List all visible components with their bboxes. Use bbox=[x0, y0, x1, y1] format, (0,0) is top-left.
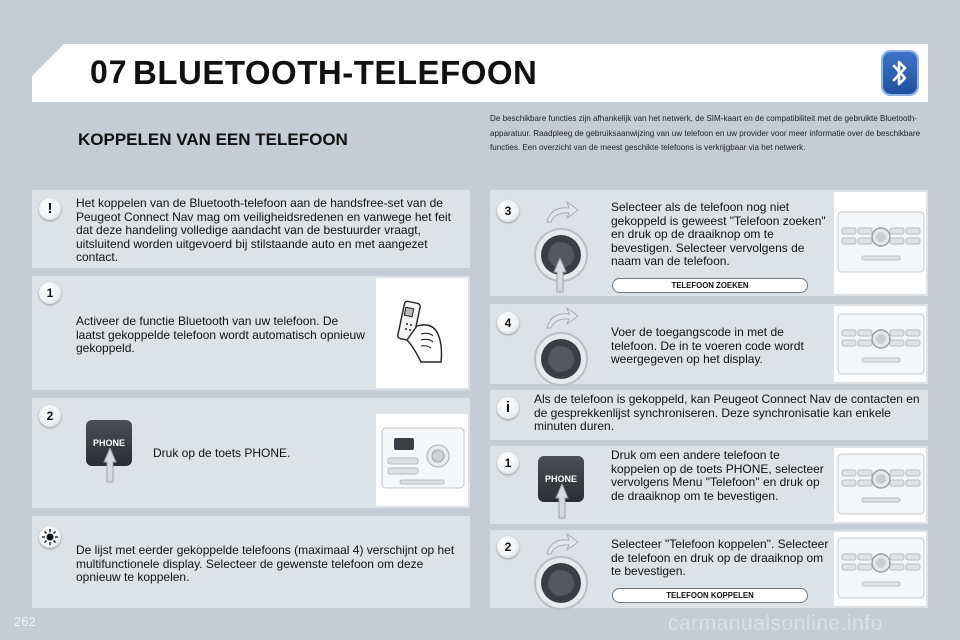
radio-panel-icon bbox=[836, 536, 926, 602]
search-phone-label: TELEFOON ZOEKEN bbox=[612, 278, 808, 293]
radio-panel-icon bbox=[836, 452, 926, 518]
finger-press-icon bbox=[96, 448, 124, 489]
warning-text: Het koppelen van de Bluetooth-telefoon aan de handsfree-set van de Peugeot Connect Nav mag om veiligheidsredenen en vanwege het feit dat deze handeling volledige aandacht van de bestuurder vraagt, uitsluitend worden uitgevoerd bij stilstaande auto en met aangezet contact. bbox=[76, 196, 451, 265]
step3-badge: 3 bbox=[497, 200, 519, 222]
step4-badge: 4 bbox=[497, 312, 519, 334]
radio-panel-icon bbox=[836, 312, 926, 378]
phone-button[interactable]: PHONE bbox=[86, 420, 132, 466]
info-text: Als de telefoon is gekoppeld, kan Peugeot Connect Nav de contacten en de gesprekkenlijst synchroniseren. Deze synchronisatie kan enkele minuten duren. bbox=[534, 392, 920, 434]
rotate-arrow-icon bbox=[545, 306, 579, 335]
step1-badge: 1 bbox=[39, 282, 61, 304]
alt1-badge: 1 bbox=[497, 452, 519, 474]
chapter-number: 07 bbox=[90, 54, 128, 90]
phone-button[interactable]: PHONE bbox=[538, 456, 584, 502]
page-title: BLUETOOTH-TELEFOON bbox=[133, 54, 538, 91]
tip-text: De lijst met eerder gekoppelde telefoons (maximaal 4) verschijnt op het multifunctionele display. Selecteer de gewenste telefoon om deze opnieuw te koppelen. bbox=[76, 543, 455, 585]
finger-press-icon bbox=[546, 258, 574, 299]
watermark: carmanualsonline.info bbox=[668, 612, 883, 635]
rotary-knob-icon[interactable] bbox=[532, 554, 590, 612]
intro-text: De beschikbare functies zijn afhankelijk van het netwerk, de SIM-kaart en de compatibiliteit met de gebruikte Bluetooth-apparatuur. Raadpleeg de gebruiksaanwijzing van uw telefoon en uw provider voor meer informatie over de beschikbare functies. Een overzicht van de meest geschikte telefoons is verkrijgbaar via het netwerk. bbox=[490, 114, 921, 152]
alt2-badge: 2 bbox=[497, 536, 519, 558]
info-badge: i bbox=[497, 397, 519, 419]
section-title: KOPPELEN VAN EEN TELEFOON bbox=[78, 130, 348, 149]
rotate-arrow-icon bbox=[545, 200, 579, 229]
bluetooth-icon bbox=[881, 50, 919, 96]
alt1-text: Druk om een andere telefoon te koppelen op de toets PHONE, selecteer vervolgens Menu "Telefoon" en druk op de draaiknop om te bevestigen. bbox=[611, 448, 824, 503]
warning-badge: ! bbox=[39, 198, 61, 220]
finger-press-icon bbox=[548, 484, 576, 525]
step3-text: Selecteer als de telefoon nog niet gekoppeld is geweest "Telefoon zoeken" en druk op de draaiknop om te bevestigen. Selecteer vervolgens de naam van de telefoon. bbox=[611, 200, 826, 269]
radio-panel-icon bbox=[380, 424, 470, 490]
step2-text: Druk op de toets PHONE. bbox=[153, 446, 291, 460]
step2-badge: 2 bbox=[39, 405, 61, 427]
rotate-arrow-icon bbox=[545, 532, 579, 561]
radio-panel-icon bbox=[836, 210, 926, 276]
pair-phone-label: TELEFOON KOPPELEN bbox=[612, 588, 808, 603]
lightbulb-icon bbox=[39, 526, 61, 548]
page-number: 262 bbox=[14, 614, 36, 629]
step4-text: Voer de toegangscode in met de telefoon. De in te voeren code wordt weergegeven op het display. bbox=[611, 325, 804, 367]
phone-in-hand-icon bbox=[391, 296, 453, 371]
step1-text: Activeer de functie Bluetooth van uw telefoon. De laatst gekoppelde telefoon wordt automatisch opnieuw gekoppeld. bbox=[76, 314, 365, 356]
rotary-knob-icon[interactable] bbox=[532, 330, 590, 388]
alt2-text: Selecteer "Telefoon koppelen". Selecteer de telefoon en druk op de draaiknop om te bevestigen. bbox=[611, 537, 829, 579]
